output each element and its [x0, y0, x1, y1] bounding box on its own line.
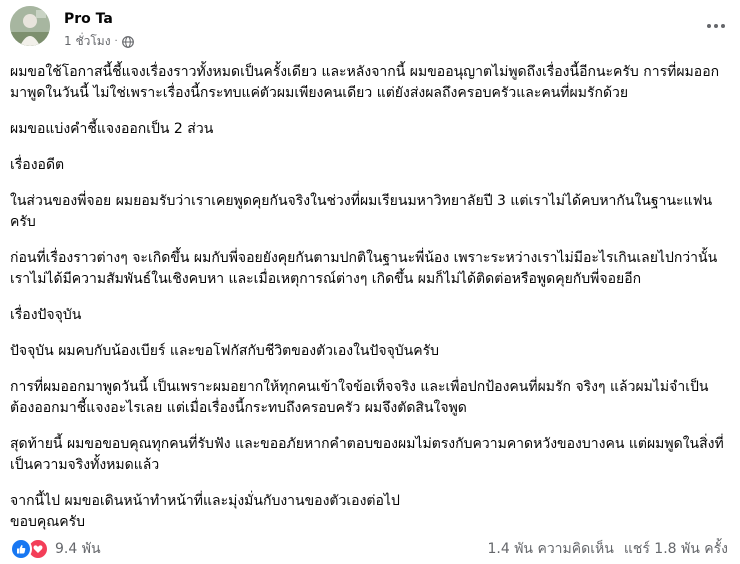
reactions-summary[interactable] [10, 538, 101, 560]
post-paragraph: ผมขอแบ่งคำชี้แจงออกเป็น 2 ส่วน [10, 121, 214, 137]
post-paragraph: ในส่วนของพี่จอย ผมยอมรับว่าเราเคยพูดคุยกันจริงในช่วงที่ผมเรียนมหาวิทยาลัยปี 3 แต่เราไม่ได้คบหากันในฐานะแฟนครับ [10, 193, 713, 230]
more-options-icon [706, 23, 726, 29]
post-paragraph: สุดท้ายนี้ ผมขอขอบคุณทุกคนที่รับฟัง และขออภัยหากคำตอบของผมไม่ตรงกับความคาดหวังของบางคน แต่ผมพูดในสิ่งที่เป็นความจริงทั้งหมดแล้ว [10, 436, 724, 473]
post-paragraph: เรื่องอดีต [10, 157, 65, 173]
like-reaction-icon [10, 538, 32, 560]
post-paragraph: จากนี้ไป ผมขอเดินหน้าทำหน้าที่และมุ่งมั่นกับงานของตัวเองต่อไป ขอบคุณครับ [10, 493, 400, 530]
post-paragraph: การที่ผมออกมาพูดวันนี้ เป็นเพราะผมอยากให้ทุกคนเข้าใจข้อเท็จจริง และเพื่อปกป้องคนที่ผมรัก จริงๆ แล้วผมไม่จำเป็นต้องออกมาชี้แจงอะไรเลย แต่เมื่อเรื่องนี้กระทบถึงครอบครัว ผมจึงตัดสินใจพูด [10, 379, 709, 416]
share-count-link[interactable]: แชร์ 1.8 พัน ครั้ง [623, 541, 728, 557]
post-paragraph: ปัจจุบัน ผมคบกับน้องเบียร์ และขอโฟกัสกับชีวิตของตัวเองในปัจจุบันครับ [10, 343, 440, 359]
avatar-photo-icon [10, 6, 50, 46]
post-paragraph: ผมขอใช้โอกาสนี้ชี้แจงเรื่องราวทั้งหมดเป็นครั้งเดียว และหลังจากนี้ ผมขออนุญาตไม่พูดถึงเรื่องนี้อีกนะครับ การที่ผมออกมาพูดในวันนี้ ไม่ใช่เพราะเรื่องนี้กระทบแค่ตัวผมเพียงคนเดียว แต่ยังส่งผลถึงครอบครัวและคนที่ผมรักด้วย [10, 64, 720, 101]
engagement-stats [487, 538, 728, 560]
author-name[interactable]: Pro Ta [64, 11, 113, 27]
post-meta [64, 32, 134, 51]
comment-count-link[interactable]: 1.4 พัน ความคิดเห็น [487, 541, 614, 557]
post-paragraph: ก่อนที่เรื่องราวต่างๆ จะเกิดขึ้น ผมกับพี่จอยยังคุยกันตามปกติในฐานะพี่น้อง เพราะระหว่างเราไม่มีอะไรเกินเลยไปกว่านั้น เราไม่ได้มีความสัมพันธ์ในเชิงคบหา และเมื่อเหตุการณ์ต่างๆ เกิดขึ้น ผมก็ไม่ได้ติดต่อหรือพูดคุยกับพี่จอยอีก [10, 250, 718, 287]
reaction-count: 9.4 พัน [55, 541, 101, 557]
post-time[interactable]: 1 ชั่วโมง [64, 34, 111, 48]
globe-icon[interactable] [122, 36, 134, 48]
author-avatar[interactable] [10, 6, 50, 46]
post-footer [10, 538, 728, 562]
post-body [10, 62, 726, 533]
meta-separator: · [114, 36, 118, 47]
post-header [10, 6, 730, 50]
post-paragraph: เรื่องปัจจุบัน [10, 307, 82, 323]
more-options-button[interactable] [702, 14, 730, 38]
